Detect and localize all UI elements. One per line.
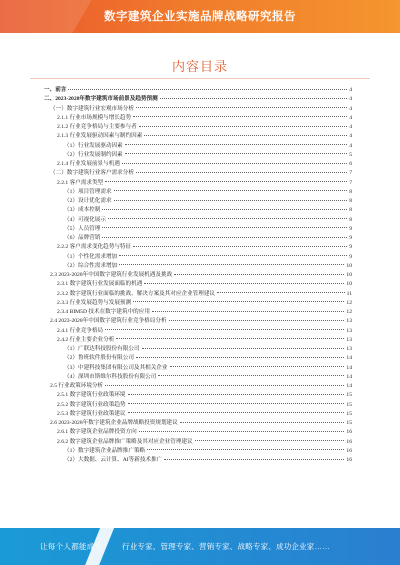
toc-entry-title: （4）可视化展示 [64,216,106,223]
toc-leader-dots [105,385,344,386]
toc-leader-dots [102,237,347,238]
toc-entry[interactable] [44,382,352,391]
toc-entry-title: （3）成本控制 [64,207,101,214]
toc-leader-dots [136,172,347,173]
toc-leader-dots [133,301,344,302]
toc-entry-title: 2.5.2 数字建筑行业政策趋势 [57,401,126,408]
toc-entry-title: 2.5.3 数字建筑行业政策建议 [57,410,126,417]
toc-entry-title: 2.6.1 数字建筑企业品牌投资方向 [57,429,137,436]
toc-leader-dots [119,255,347,256]
toc-entry-page: 14 [346,373,352,380]
toc-leader-dots [128,403,345,404]
toc-entry-page: 15 [346,410,352,417]
toc-entry[interactable] [44,142,352,151]
toc-entry-title: （1）广联达科技股份有限公司 [64,346,140,352]
toc-entry[interactable] [44,419,352,428]
toc-entry[interactable] [44,354,352,363]
toc-leader-dots [125,144,347,145]
toc-entry-title: 2.1.1 行业市场规模与增长趋势 [57,114,132,121]
report-title: 数字建筑企业实施品牌战略研究报告 [104,11,296,23]
toc-leader-dots [125,153,347,154]
toc-entry[interactable] [44,132,352,141]
toc-entry[interactable] [44,253,352,262]
toc-entry-page: 6 [349,161,352,167]
toc-entry-page: 7 [349,170,352,177]
toc-entry[interactable] [44,364,352,373]
toc-entry-title: 2.6 2023-2028年数字建筑企业品牌战略投资规划建议 [50,420,178,426]
toc-entry[interactable] [44,401,352,410]
toc-entry[interactable] [44,114,352,123]
toc-entry[interactable] [44,160,352,169]
footer-slogan-right: 行业专家、管理专家、营销专家、战略专家、成功企业家…… [122,542,330,551]
toc-entry-page: 4 [349,133,352,140]
toc-entry-page: 10 [346,281,352,288]
toc-leader-dots [169,320,345,321]
toc-entry-page: 9 [349,225,352,232]
toc-entry-title: （二）数字建筑行业客户需求分析 [50,170,134,177]
toc-entry-title: （2）综合性需求增加 [64,262,118,269]
toc-entry-title: （2）行业发展制约因素 [64,151,123,158]
toc-entry-page: 4 [349,114,352,121]
toc-entry[interactable] [44,438,352,447]
toc-entry[interactable] [44,308,352,317]
toc-entry-title: 一、前言 [44,87,67,93]
toc-entry-page: 10 [346,262,352,269]
toc-leader-dots [160,98,347,99]
toc-entry[interactable] [44,197,352,206]
toc-entry[interactable] [44,234,352,243]
toc-leader-dots [147,449,344,450]
toc-entry-page: 13 [346,346,352,352]
toc-entry-page: 12 [346,309,352,315]
toc-leader-dots [102,227,347,228]
toc-entry[interactable] [44,271,352,280]
toc-entry-title: （3）中建科技集团有限公司及其相关企业 [64,364,168,371]
toc-entry-title: （2）大数据、云计算、AI等新技术推广 [64,457,163,463]
toc-leader-dots [102,209,347,210]
toc-entry[interactable] [44,188,352,197]
toc-entry-title: 2.3.4 BIM5D 技术在数字建筑中的应用 [57,309,150,315]
toc-heading-divider [30,78,370,79]
toc-entry-page: 4 [349,87,352,93]
toc-entry-page: 16 [346,438,352,445]
toc-entry-page: 8 [349,198,352,204]
toc-entry[interactable] [44,391,352,400]
toc-entry[interactable] [44,447,352,456]
page-footer [0,528,400,565]
toc-leader-dots [158,375,344,376]
toc-entry-page: 14 [346,383,352,389]
toc-entry-page: 4 [349,124,352,130]
toc-entry-page: 16 [346,457,352,463]
toc-entry-title: 2.3.1 数字建筑行业发展面临的机遇 [57,281,143,288]
toc-leader-dots [105,329,344,330]
toc-entry-title: 2.1.2 行业竞争格局与主要参与者 [57,124,137,130]
toc-entry-title: （1）数字建筑企业品牌推广策略 [64,447,146,454]
toc-entry[interactable] [44,95,352,104]
toc-leader-dots [164,459,344,460]
toc-leader-dots [108,218,347,219]
toc-entry-title: 2.4.2 行业主要企业分析 [57,336,115,343]
toc-entry-page: 7 [349,179,352,186]
toc-leader-dots [180,422,345,423]
toc-leader-dots [128,412,345,413]
toc-entry-page: 14 [346,364,352,371]
toc-entry-page: 15 [346,420,352,426]
toc-leader-dots [119,264,344,265]
toc-heading: 内容目录 [171,59,228,74]
toc-entry-title: （4）深圳市斯维尔科技股份有限公司 [64,373,157,380]
toc-entry-title: 2.4.1 行业竞争格局 [57,327,104,334]
toc-leader-dots [142,348,345,349]
toc-leader-dots [133,246,347,247]
toc-entry[interactable] [44,299,352,308]
toc-entry-page: 14 [346,355,352,362]
toc-leader-dots [133,116,347,117]
toc-entry-title: （1）个性化需求增加 [64,253,118,260]
toc-entry-title: 2.2.2 客户需求变化趋势与特征 [57,244,132,251]
toc-leader-dots [136,107,347,108]
toc-entry[interactable] [44,179,352,188]
toc-entry-title: 2.6.2 数字建筑企业品牌推广策略及其对应企业管理建议 [57,438,193,445]
toc-entry-title: （6）品牌营销 [64,235,101,241]
toc-entry-title: （1）项目管理需求 [64,188,112,195]
toc-leader-dots [116,338,344,339]
toc-leader-dots [144,135,347,136]
toc-entry[interactable] [44,206,352,215]
toc-entry[interactable] [44,216,352,225]
toc-leader-dots [170,366,345,367]
toc-leader-dots [195,440,345,441]
toc-entry-page: 9 [349,235,352,241]
toc-leader-dots [128,394,345,395]
table-of-contents [44,86,352,465]
toc-entry-title: 2.3 2023-2028年中国数字建筑行业发展机遇及挑战 [50,272,173,278]
toc-entry-page: 8 [349,188,352,195]
toc-entry[interactable] [44,225,352,234]
toc-entry-page: 8 [349,207,352,214]
toc-entry[interactable] [44,123,352,132]
toc-entry[interactable] [44,169,352,178]
toc-entry[interactable] [44,327,352,336]
toc-leader-dots [122,163,347,164]
toc-entry[interactable] [44,373,352,382]
toc-entry-page: 13 [346,336,352,343]
toc-entry-page: 8 [349,216,352,223]
toc-entry-page: 4 [349,96,352,103]
toc-entry[interactable] [44,428,352,437]
toc-entry-title: （一）数字建筑行业宏观市场分析 [50,105,134,112]
toc-entry-title: 2.2.1 客户需求类型 [57,179,104,186]
toc-entry-page: 13 [346,318,352,325]
toc-entry-page: 10 [346,272,352,278]
toc-entry-page: 4 [349,142,352,149]
toc-entry-page: 16 [346,429,352,436]
toc-entry-title: （5）人员管理 [64,225,101,232]
toc-entry[interactable] [44,345,352,354]
toc-leader-dots [217,292,345,293]
toc-leader-dots [139,126,347,127]
toc-entry-page: 13 [346,327,352,334]
toc-entry-title: （2）鲁班软件股份有限公司 [64,355,134,362]
toc-leader-dots [114,200,348,201]
toc-leader-dots [105,181,347,182]
toc-leader-dots [144,283,344,284]
toc-entry[interactable] [44,151,352,160]
toc-entry-page: 5 [349,151,352,158]
toc-entry[interactable] [44,105,352,114]
toc-entry-page: 16 [346,447,352,454]
toc-entry-title: 2.3.3 行业发展趋势与发展预测 [57,299,132,306]
toc-entry[interactable] [44,290,352,299]
toc-leader-dots [174,274,344,275]
toc-leader-dots [152,311,344,312]
toc-entry[interactable] [44,456,352,465]
toc-entry-title: （2）设计优化需求 [64,198,112,204]
toc-entry-title: 二、2023-2028年数字建筑市场前景及趋势预测 [44,96,158,103]
toc-entry[interactable] [44,410,352,419]
toc-leader-dots [136,357,344,358]
toc-entry-title: 2.4 2023-2028年中国数字建筑行业竞争格局分析 [50,318,167,325]
toc-leader-dots [68,89,347,90]
toc-entry-page: 11 [346,290,352,297]
toc-entry-title: 2.5.1 数字建筑行业政策环境 [57,392,126,399]
toc-entry-title: 2.1.4 行业发展前景与机遇 [57,161,120,167]
toc-leader-dots [139,431,345,432]
toc-entry[interactable] [44,336,352,345]
toc-entry[interactable] [44,262,352,271]
toc-entry-page: 9 [349,244,352,251]
toc-entry-title: 2.1.3 行业发展驱动因素与制约因素 [57,133,143,140]
toc-entry-page: 4 [349,105,352,112]
toc-entry[interactable] [44,317,352,326]
toc-entry-title: 2.5 行业政策环境分析 [50,383,104,389]
toc-entry-page: 12 [346,299,352,306]
toc-entry-title: （1）行业发展驱动因素 [64,142,123,149]
footer-slogan-left: 让每个人都能成为 [40,542,103,551]
toc-entry-title: 2.3.2 数字建筑行业面临的挑战、解决方案及其对应企业管理建议 [57,290,216,297]
toc-entry[interactable] [44,280,352,289]
toc-entry-page: 15 [346,392,352,399]
toc-entry[interactable] [44,86,352,95]
page-header [0,0,400,33]
toc-leader-dots [114,190,348,191]
toc-entry-page: 15 [346,401,352,408]
toc-entry[interactable] [44,243,352,252]
toc-entry-page: 9 [349,253,352,260]
